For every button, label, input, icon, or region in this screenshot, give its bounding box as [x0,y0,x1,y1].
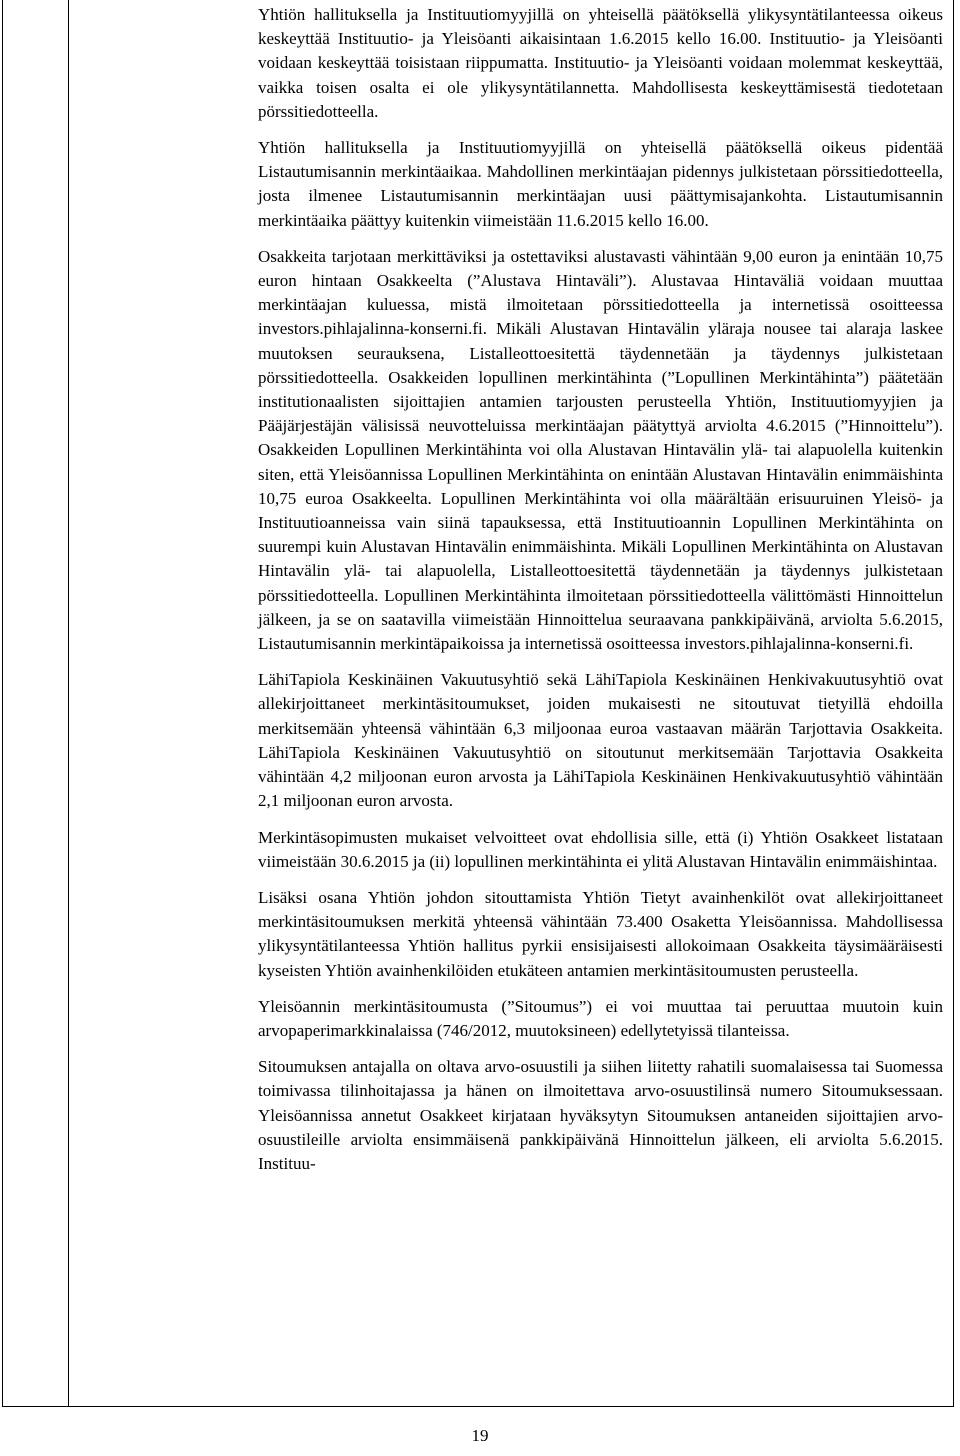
paragraph-extension: Yhtiön hallituksella ja Instituutiomyyjillä on yhteisellä päätöksellä oikeus pidentää Listautumisannin merkintäaikaa. Mahdollinen merkintäajan pidennys julkistetaan pörssitiedotteella, josta ilmenee Listautumisannin merkintäajan uusi päättymisajankohta. Listautumisannin merkintäaika päättyy kuitenkin viimeistään 11.6.2015 kello 16.00. [258,138,943,230]
paragraph-commitment-conditions: Merkintäsopimusten mukaiset velvoitteet ovat ehdollisia sille, että (i) Yhtiön Osakkeet listataan viimeistään 30.6.2015 ja (ii) lopullinen merkintähinta ei ylitä Alustavan Hintavälin enimmäishintaa. [258,827,943,871]
paragraph-commitment-withdrawal: Yleisöannin merkintäsitoumusta (”Sitoumus”) ei voi muuttaa tai peruuttaa muutoin kuin arvopaperimarkkinalaissa (746/2012, muutoksineen) edellytetyissä tilanteissa. [258,996,943,1040]
text-column [69,0,953,1406]
paragraph-key-persons: Lisäksi osana Yhtiön johdon sitouttamista Yhtiön Tietyt avainhenkilöt ovat allekirjoittaneet merkintäsitoumuksen merkitä yhteensä vähintään 73.400 Osaketta Yleisöannissa. Mahdollisessa ylikysyntätilanteessa Yhtiön hallitus pyrkii ensisijaisesti allokoimaan Osakkeita täysimääräisesti kyseisten Yhtiön avainhenkilöiden etukäteen antamien merkintäsitoumusten perusteella. [258,887,943,980]
paragraph-book-entry-account: Sitoumuksen antajalla on oltava arvo-osuustili ja siihen liitetty rahatili suomalaisessa tai Suomessa toimivassa tilinhoitajassa ja hänen on ilmoitettava arvo-osuustilinsä numero Sitoumuksessaan. Yleisöannissa annetut Osakkeet kirjataan hyväksytyn Sitoumuksen antaneiden sijoittajien arvo-osuustileille arviolta ensimmäisenä pankkipäivänä Hinnoittelun jälkeen, eli arviolta 5.6.2015. Instituu- [258,1057,943,1173]
paragraph-price-range: Osakkeita tarjotaan merkittäviksi ja ostettaviksi alustavasti vähintään 9,00 euron ja enintään 10,75 euron hintaan Osakkeelta (”Alustava Hintaväli”). Alustavaa Hintaväliä voidaan muuttaa merkintäajan kuluessa, mistä ilmoitetaan pörssitiedotteella ja internetissä osoitteessa investors.pihlajalinna-konserni.fi. Mikäli Alustavan Hintavälin yläraja nousee tai alaraja laskee muutoksen seurauksena, Listalleottoesitettä täydennetään ja täydennys julkistetaan pörssitiedotteella. Osakkeiden lopullinen merkintähinta (”Lopullinen Merkintähinta”) päätetään institutionaalisten sijoittajien antamien tarjousten perusteella Yhtiön, Instituutiomyyjien ja Pääjärjestäjän välisissä neuvotteluissa merkintäajan päätyttyä arviolta 4.6.2015 (”Hinnoittelu”). Osakkeiden Lopullinen Merkintähinta voi olla Alustavan Hintavälin ylä- tai alapuolella kuitenkin siten, että Yleisöannissa Lopullinen Merkintähinta on enintään Alustavan Hintavälin enimmäishinta 10,75 euroa Osakkeelta. Lopullinen Merkintähinta voi olla määrältään erisuuruinen Yleisö- ja Instituutioanneissa vain siinä tapauksessa, että Instituutioannin Lopullinen Merkintähinta on suurempi kuin Alustavan Hintavälin enimmäishinta. Mikäli Lopullinen Merkintähinta on Alustavan Hintavälin ylä- tai alapuolella, Listalleottoesitettä täydennetään ja täydennys julkistetaan pörssitiedotteella. Lopullinen Merkintähinta ilmoitetaan pörssitiedotteella välittömästi Hinnoittelun jälkeen, ja se on saatavilla viimeistään Hinnoittelua seuraavana pankkipäivänä, arviolta 5.6.2015, Listautumisannin merkintäpaikoissa ja internetissä osoitteessa investors.pihlajalinna-konserni.fi. [258,246,943,654]
page-number: 19 [471,1426,489,1445]
document-table [2,0,954,1407]
paragraph-suspension: Yhtiön hallituksella ja Instituutiomyyjillä on yhteisellä päätöksellä ylikysyntätilanteessa oikeus keskeyttää Instituutio- ja Yleisöanti aikaisintaan 1.6.2015 kello 16.00. Instituutio- ja Yleisöanti voidaan keskeyttää toisistaan riippumatta. Instituutio- ja Yleisöanti voidaan molemmat keskeyttää, vaikka toisen osalta ei ole ylikysyntätilannetta. Mahdollisesta keskeyttämisestä tiedotetaan pörssitiedotteella. [258,5,943,121]
paragraph-lahitapiola-commitments: LähiTapiola Keskinäinen Vakuutusyhtiö sekä LähiTapiola Keskinäinen Henkivakuutusyhtiö ovat allekirjoittaneet merkintäsitoumukset, joiden mukaisesti ne sitoutuvat tietyillä ehdoilla merkitsemään yhteensä vähintään 6,3 miljoonaa euroa vastaavan määrän Tarjottavia Osakkeita. LähiTapiola Keskinäinen Vakuutusyhtiö on sitoutunut merkitsemään Tarjottavia Osakkeita vähintään 4,2 miljoonan euron arvosta ja LähiTapiola Keskinäinen Henkivakuutusyhtiö vähintään 2,1 miljoonan euron arvosta. [258,670,943,811]
left-column [3,0,69,1406]
